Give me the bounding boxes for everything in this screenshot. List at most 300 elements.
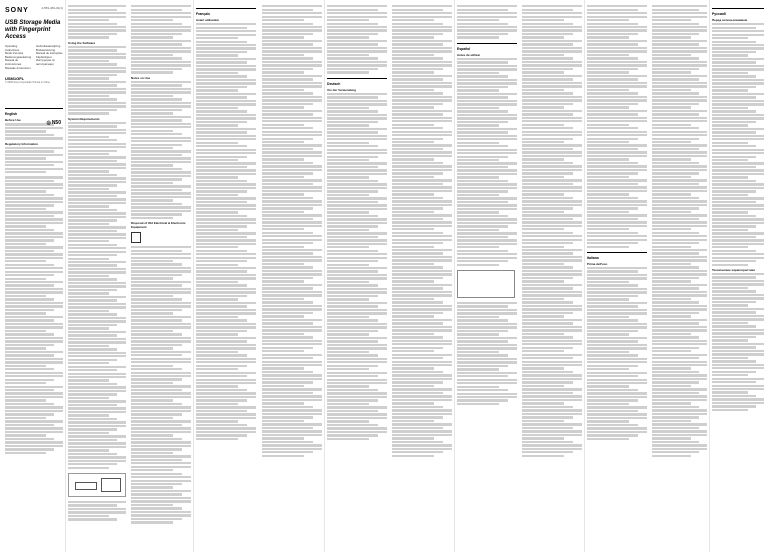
text-line	[131, 382, 173, 384]
text-line	[392, 315, 434, 317]
language-item: Manuale di istruzioni	[5, 65, 31, 70]
text-line	[457, 375, 508, 377]
text-line	[68, 379, 109, 381]
text-line	[712, 367, 764, 369]
text-line	[196, 166, 247, 168]
text-line	[5, 225, 46, 227]
text-line	[327, 281, 369, 283]
text-line	[196, 295, 247, 297]
text-line	[262, 228, 304, 230]
text-line	[652, 371, 699, 373]
text-line	[327, 131, 378, 133]
text-line	[196, 222, 256, 224]
text-line	[5, 365, 46, 367]
text-line	[131, 434, 173, 436]
text-line	[392, 186, 452, 188]
text-line	[327, 302, 387, 304]
text-line	[392, 420, 434, 422]
text-line	[392, 127, 443, 129]
text-line	[196, 135, 256, 137]
text-line	[587, 396, 647, 398]
text-line	[522, 312, 573, 314]
text-line	[652, 57, 699, 59]
text-line	[457, 187, 517, 189]
text-line	[457, 183, 517, 185]
text-line	[587, 302, 647, 304]
text-line	[652, 416, 699, 418]
fold-line	[709, 0, 710, 552]
text-line	[68, 33, 117, 35]
text-line	[652, 347, 699, 349]
text-line	[392, 388, 452, 390]
text-line	[712, 107, 748, 109]
text-line	[262, 200, 322, 202]
text-line	[5, 396, 63, 398]
text-line	[327, 295, 378, 297]
text-line	[712, 378, 764, 380]
text-line	[68, 16, 126, 18]
text-line	[392, 96, 452, 98]
fold-line	[324, 0, 325, 552]
text-line	[587, 200, 647, 202]
text-line	[652, 395, 707, 397]
text-line	[327, 413, 387, 415]
text-line	[457, 340, 508, 342]
text-line	[587, 193, 629, 195]
text-line	[522, 326, 582, 328]
text-line	[262, 68, 313, 70]
text-line	[262, 340, 322, 342]
text-line	[131, 389, 182, 391]
text-line	[68, 432, 109, 434]
text-line	[262, 176, 304, 178]
text-line	[712, 294, 764, 296]
text-line	[196, 79, 256, 81]
text-line	[327, 431, 387, 433]
text-line	[68, 23, 117, 25]
text-line	[587, 420, 629, 422]
text-line	[457, 93, 517, 95]
text-line	[68, 67, 126, 69]
text-line	[587, 179, 647, 181]
language-item: Operating Instructions	[5, 44, 20, 52]
text-line	[68, 258, 109, 260]
text-line	[68, 26, 126, 28]
text-column	[522, 4, 582, 548]
text-line	[68, 296, 126, 298]
text-line	[712, 159, 748, 161]
text-line	[392, 385, 434, 387]
text-line	[68, 230, 117, 232]
text-line	[587, 57, 638, 59]
text-line	[68, 386, 126, 388]
text-line	[327, 406, 387, 408]
text-line	[392, 329, 452, 331]
language-item: Manual de instrucciones	[5, 58, 22, 66]
text-line	[131, 473, 182, 475]
text-line	[522, 207, 573, 209]
text-line	[457, 61, 508, 63]
text-line	[68, 191, 126, 193]
text-line	[327, 257, 387, 259]
text-line	[327, 438, 369, 440]
text-line	[587, 354, 638, 356]
text-line	[262, 134, 322, 136]
text-line	[522, 43, 573, 45]
text-line	[5, 260, 46, 262]
text-line	[652, 350, 691, 352]
text-line	[68, 244, 117, 246]
text-line	[262, 19, 304, 21]
text-line	[522, 96, 582, 98]
text-line	[196, 260, 247, 262]
text-line	[652, 179, 707, 181]
text-line	[392, 47, 452, 49]
text-line	[131, 358, 191, 360]
text-line	[652, 322, 699, 324]
text-line	[327, 319, 378, 321]
text-line	[131, 347, 173, 349]
text-line	[712, 374, 748, 376]
text-line	[131, 361, 191, 363]
text-line	[712, 371, 756, 373]
text-line	[392, 378, 452, 380]
text-line	[522, 413, 582, 415]
text-line	[522, 61, 582, 63]
text-line	[522, 374, 582, 376]
text-line	[68, 271, 126, 273]
text-line	[587, 61, 647, 63]
text-line	[712, 222, 764, 224]
text-line	[262, 371, 313, 373]
text-line	[587, 309, 647, 311]
text-line	[522, 420, 564, 422]
text-column	[587, 4, 647, 548]
text-line	[68, 74, 117, 76]
text-line	[587, 284, 638, 286]
text-line	[131, 319, 182, 321]
text-line	[522, 211, 564, 213]
subheading: Notes on Use	[131, 75, 151, 80]
text-line	[392, 50, 452, 52]
text-line	[457, 399, 508, 401]
text-line	[196, 96, 247, 98]
text-line	[652, 190, 707, 192]
text-line	[457, 393, 517, 395]
text-line	[5, 291, 63, 293]
text-line	[196, 396, 256, 398]
text-line	[587, 33, 638, 35]
text-line	[262, 103, 313, 105]
text-line	[262, 225, 322, 227]
text-line	[522, 151, 582, 153]
text-line	[712, 54, 748, 56]
text-line	[262, 190, 322, 192]
text-line	[262, 364, 322, 366]
text-line	[652, 110, 707, 112]
text-line	[392, 413, 452, 415]
text-line	[327, 107, 369, 109]
text-line	[131, 511, 191, 513]
text-line	[262, 54, 304, 56]
text-line	[712, 287, 748, 289]
text-line	[262, 367, 304, 369]
text-line	[587, 385, 629, 387]
text-line	[457, 232, 517, 234]
text-line	[131, 171, 191, 173]
text-line	[131, 147, 173, 149]
text-line	[392, 82, 452, 84]
text-line	[457, 82, 517, 84]
text-line	[652, 294, 707, 296]
text-line	[262, 242, 313, 244]
text-line	[587, 392, 647, 394]
text-line	[457, 58, 517, 60]
text-line	[587, 85, 647, 87]
compliance-mark	[46, 120, 61, 126]
text-line	[587, 16, 647, 18]
text-line	[131, 206, 191, 208]
text-line	[196, 312, 256, 314]
text-line	[327, 229, 369, 231]
text-line	[68, 390, 126, 392]
text-line	[652, 75, 707, 77]
text-line	[5, 403, 54, 405]
text-line	[131, 365, 173, 367]
text-line	[587, 431, 647, 433]
text-line	[196, 368, 238, 370]
text-line	[5, 351, 63, 353]
text-line	[522, 214, 582, 216]
text-line	[262, 218, 313, 220]
text-line	[587, 64, 647, 66]
text-line	[652, 134, 707, 136]
text-line	[262, 33, 313, 35]
text-line	[262, 75, 322, 77]
text-line	[652, 9, 699, 11]
text-line	[262, 423, 322, 425]
text-line	[712, 391, 748, 393]
text-line	[522, 392, 573, 394]
text-line	[392, 277, 443, 279]
text-line	[712, 264, 748, 266]
text-line	[712, 280, 764, 282]
text-line	[652, 92, 699, 94]
text-line	[652, 333, 691, 335]
text-line	[652, 172, 699, 174]
text-line	[522, 315, 564, 317]
text-line	[131, 9, 182, 11]
text-line	[587, 375, 638, 377]
text-line	[392, 280, 434, 282]
text-line	[652, 437, 691, 439]
text-line	[327, 389, 378, 391]
text-line	[68, 310, 109, 312]
text-line	[68, 60, 109, 62]
text-line	[196, 291, 256, 293]
text-line	[196, 246, 238, 248]
text-line	[196, 288, 256, 290]
text-line	[5, 130, 46, 132]
text-line	[196, 257, 256, 259]
text-line	[392, 144, 452, 146]
text-line	[522, 455, 564, 457]
text-line	[457, 124, 499, 126]
text-line	[68, 163, 126, 165]
text-line	[196, 319, 247, 321]
text-line	[68, 146, 126, 148]
text-line	[522, 354, 582, 356]
text-line	[5, 264, 54, 266]
text-line	[652, 448, 707, 450]
text-line	[652, 455, 691, 457]
text-line	[131, 189, 182, 191]
text-line	[68, 56, 126, 58]
text-line	[68, 143, 126, 145]
text-line	[392, 43, 443, 45]
text-line	[327, 347, 387, 349]
text-line	[131, 192, 191, 194]
text-line	[68, 205, 109, 207]
text-line	[587, 138, 638, 140]
text-line	[262, 29, 322, 31]
text-line	[522, 367, 564, 369]
text-line	[587, 110, 647, 112]
text-line	[652, 131, 707, 133]
text-line	[262, 301, 313, 303]
text-line	[196, 128, 256, 130]
text-line	[131, 340, 191, 342]
text-line	[196, 239, 256, 241]
text-line	[457, 260, 508, 262]
text-line	[196, 392, 256, 394]
text-line	[712, 142, 748, 144]
text-line	[68, 105, 126, 107]
text-line	[196, 340, 247, 342]
text-line	[196, 51, 247, 53]
text-line	[392, 148, 443, 150]
text-line	[522, 263, 564, 265]
text-column	[392, 4, 452, 548]
text-line	[712, 343, 764, 345]
text-line	[652, 239, 707, 241]
text-line	[327, 365, 378, 367]
text-line	[522, 270, 582, 272]
text-line	[712, 110, 756, 112]
text-line	[652, 40, 707, 42]
text-line	[131, 316, 191, 318]
text-line	[327, 392, 387, 394]
text-line	[587, 68, 638, 70]
text-line	[68, 442, 126, 444]
text-line	[327, 333, 369, 335]
text-line	[327, 110, 378, 112]
text-line	[652, 197, 699, 199]
text-line	[262, 305, 322, 307]
text-line	[196, 211, 238, 213]
text-line	[68, 467, 109, 469]
text-line	[5, 417, 46, 419]
text-line	[712, 166, 756, 168]
text-line	[652, 33, 699, 35]
language-item: Инструкция по эксплуатации	[36, 58, 55, 66]
text-line	[587, 333, 629, 335]
text-line	[392, 437, 434, 439]
text-line	[522, 448, 582, 450]
text-line	[131, 196, 191, 198]
text-line	[522, 186, 582, 188]
text-line	[131, 375, 191, 377]
text-line	[652, 204, 707, 206]
text-line	[5, 452, 46, 454]
text-line	[457, 9, 508, 11]
text-line	[196, 89, 238, 91]
text-line	[131, 161, 191, 163]
text-line	[68, 112, 109, 114]
text-line	[587, 54, 629, 56]
text-line	[392, 392, 443, 394]
text-line	[196, 379, 256, 381]
text-line	[68, 88, 126, 90]
text-line	[68, 95, 109, 97]
text-line	[131, 175, 191, 177]
text-line	[652, 388, 707, 390]
text-line	[131, 277, 173, 279]
text-line	[522, 89, 564, 91]
text-line	[652, 193, 691, 195]
text-line	[652, 151, 707, 153]
text-line	[68, 449, 109, 451]
text-line	[262, 430, 322, 432]
text-line	[652, 287, 699, 289]
text-line	[327, 330, 378, 332]
text-line	[68, 355, 126, 357]
text-line	[262, 78, 313, 80]
text-line	[196, 41, 247, 43]
text-line	[68, 198, 126, 200]
text-line	[262, 214, 322, 216]
text-line	[522, 179, 582, 181]
text-line	[5, 298, 54, 300]
text-line	[5, 134, 54, 136]
text-line	[196, 323, 256, 325]
text-line	[457, 197, 517, 199]
text-line	[712, 27, 756, 29]
text-line	[522, 399, 582, 401]
text-line	[262, 315, 304, 317]
text-line	[68, 446, 126, 448]
text-line	[652, 364, 707, 366]
text-line	[68, 515, 109, 517]
text-line	[392, 221, 452, 223]
text-line	[457, 128, 517, 130]
text-line	[196, 149, 256, 151]
section-rule	[196, 8, 256, 9]
text-line	[327, 64, 387, 66]
text-line	[652, 82, 707, 84]
text-line	[5, 157, 46, 159]
section-rule	[327, 78, 387, 79]
text-line	[196, 114, 256, 116]
text-line	[196, 23, 256, 25]
text-line	[522, 301, 573, 303]
text-line	[712, 197, 764, 199]
text-line	[131, 84, 182, 86]
text-line	[131, 284, 182, 286]
text-line	[712, 232, 764, 234]
text-line	[522, 239, 582, 241]
text-line	[327, 57, 378, 59]
